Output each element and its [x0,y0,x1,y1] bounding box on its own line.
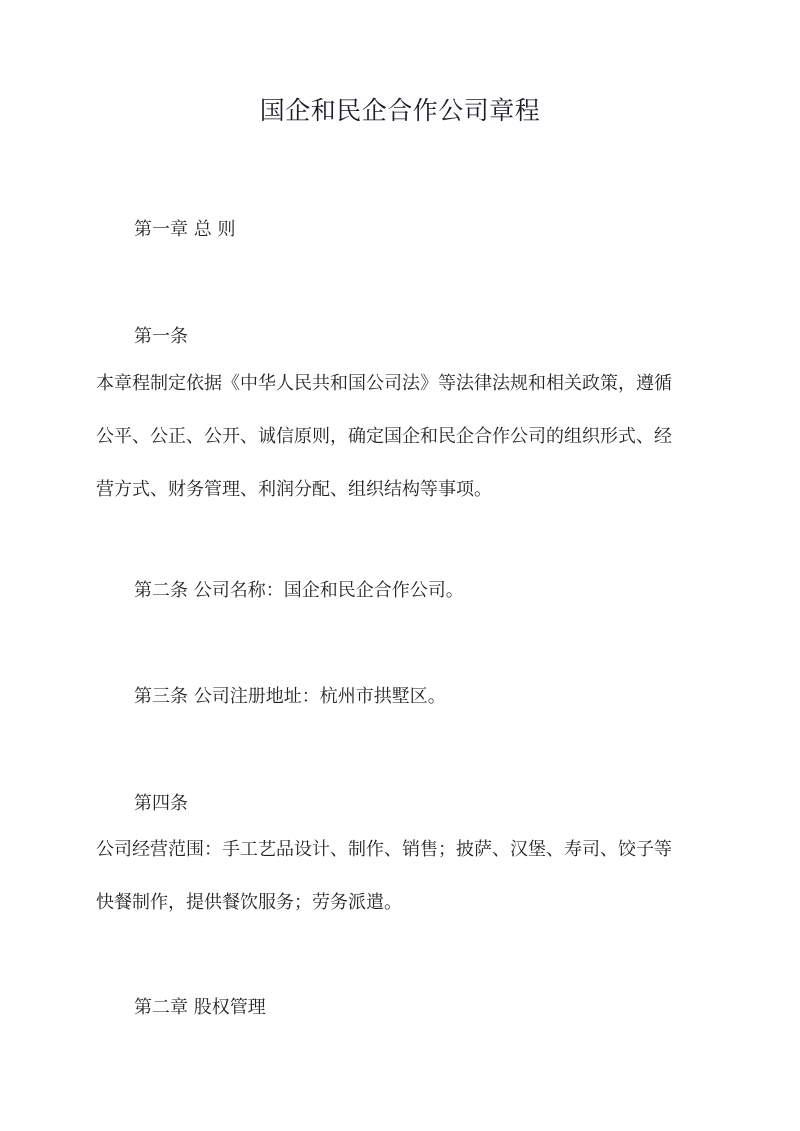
chapter-2-heading: 第二章 股权管理 [134,997,266,1018]
article-1-heading: 第一条 [134,326,188,347]
article-3: 第三条 公司注册地址：杭州市拱墅区。 [134,686,446,707]
article-4-line-1: 公司经营范围：手工艺品设计、制作、销售；披萨、汉堡、寿司、饺子等 [96,839,672,860]
document-title: 国企和民企合作公司章程 [259,96,541,125]
article-1-line-2: 公平、公正、公开、诚信原则，确定国企和民企合作公司的组织形式、经 [96,426,672,447]
article-1-line-1: 本章程制定依据《中华人民共和国公司法》等法律法规和相关政策，遵循 [96,373,672,394]
article-1-line-3: 营方式、财务管理、利润分配、组织结构等事项。 [96,479,492,500]
chapter-1-heading: 第一章 总 则 [134,219,236,240]
article-4-line-2: 快餐制作，提供餐饮服务；劳务派遣。 [96,892,402,913]
article-4-heading: 第四条 [134,793,188,814]
article-2: 第二条 公司名称：国企和民企合作公司。 [134,580,464,601]
